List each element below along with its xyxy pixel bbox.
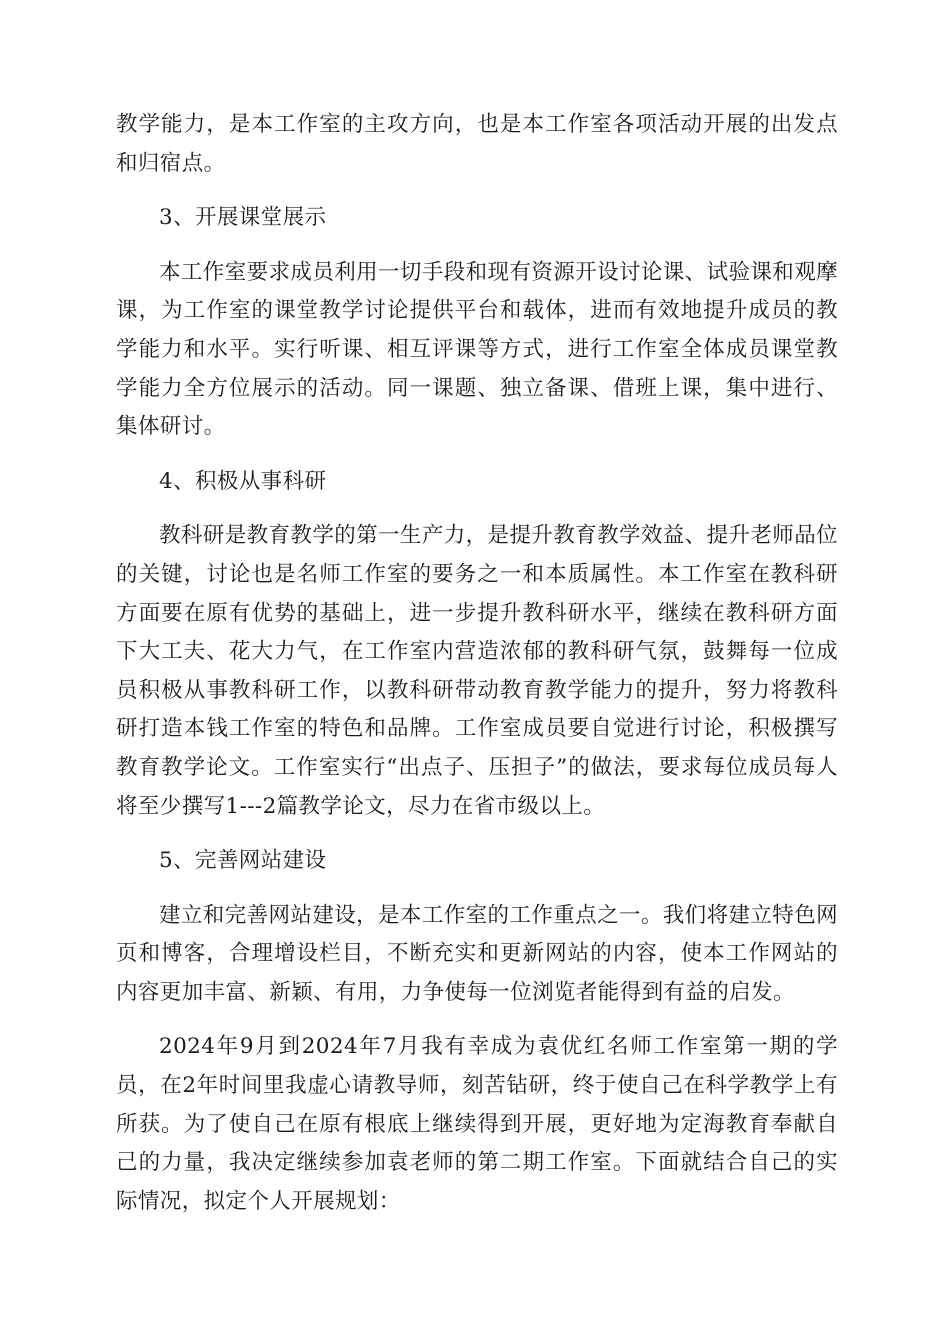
body-paragraph-personal-plan: 2024年9月到2024年7月我有幸成为袁优红名师工作室第一期的学员，在2年时间里我虚心请教导师，刻苦钻研，终于使自己在科学教学上有所获。为了使自己在原有根底上继续得到开展，更好地为定海教育奉献自己的力量，我决定继续参加袁老师的第二期工作室。下面就结合自己的实际情况，拟定个人开展规划： bbox=[116, 1034, 838, 1214]
section-heading-4: 4、积极从事科研 bbox=[159, 468, 327, 494]
continuation-paragraph: 教学能力，是本工作室的主攻方向，也是本工作室各项活动开展的出发点和归宿点。 bbox=[116, 112, 838, 176]
document-page bbox=[116, 106, 838, 1237]
body-paragraph-research: 教科研是教育教学的第一生产力，是提升教育教学效益、提升老师品位的关键，讨论也是名师工作室的要务之一和本质属性。本工作室在教科研方面要在原有优势的基础上，进一步提升教科研水平，继续在教科研方面下大工夫、花大力气，在工作室内营造浓郁的教科研气氛，鼓舞每一位成员积极从事教科研工作，以教科研带动教育教学能力的提升，努力将教科研打造本钱工作室的特色和品牌。工作室成员要自觉进行讨论，积极撰写教育教学论文。工作室实行“出点子、压担子”的做法，要求每位成员每人将至少撰写1---2篇教学论文，尽力在省市级以上。 bbox=[116, 523, 838, 819]
section-heading-3: 3、开展课堂展示 bbox=[159, 205, 327, 231]
body-paragraph-classroom-display: 本工作室要求成员利用一切手段和现有资源开设讨论课、试验课和观摩课，为工作室的课堂教学讨论提供平台和载体，进而有效地提升成员的教学能力和水平。实行听课、相互评课等方式，进行工作室全体成员课堂教学能力全方位展示的活动。同一课题、独立备课、借班上课，集中进行、集体研讨。 bbox=[116, 259, 838, 440]
body-paragraph-website: 建立和完善网站建设，是本工作室的工作重点之一。我们将建立特色网页和博客，合理增设栏目，不断充实和更新网站的内容，使本工作网站的内容更加丰富、新颖、有用，力争使每一位浏览者能得到有益的启发。 bbox=[116, 902, 838, 1005]
section-heading-5: 5、完善网站建设 bbox=[159, 848, 327, 874]
